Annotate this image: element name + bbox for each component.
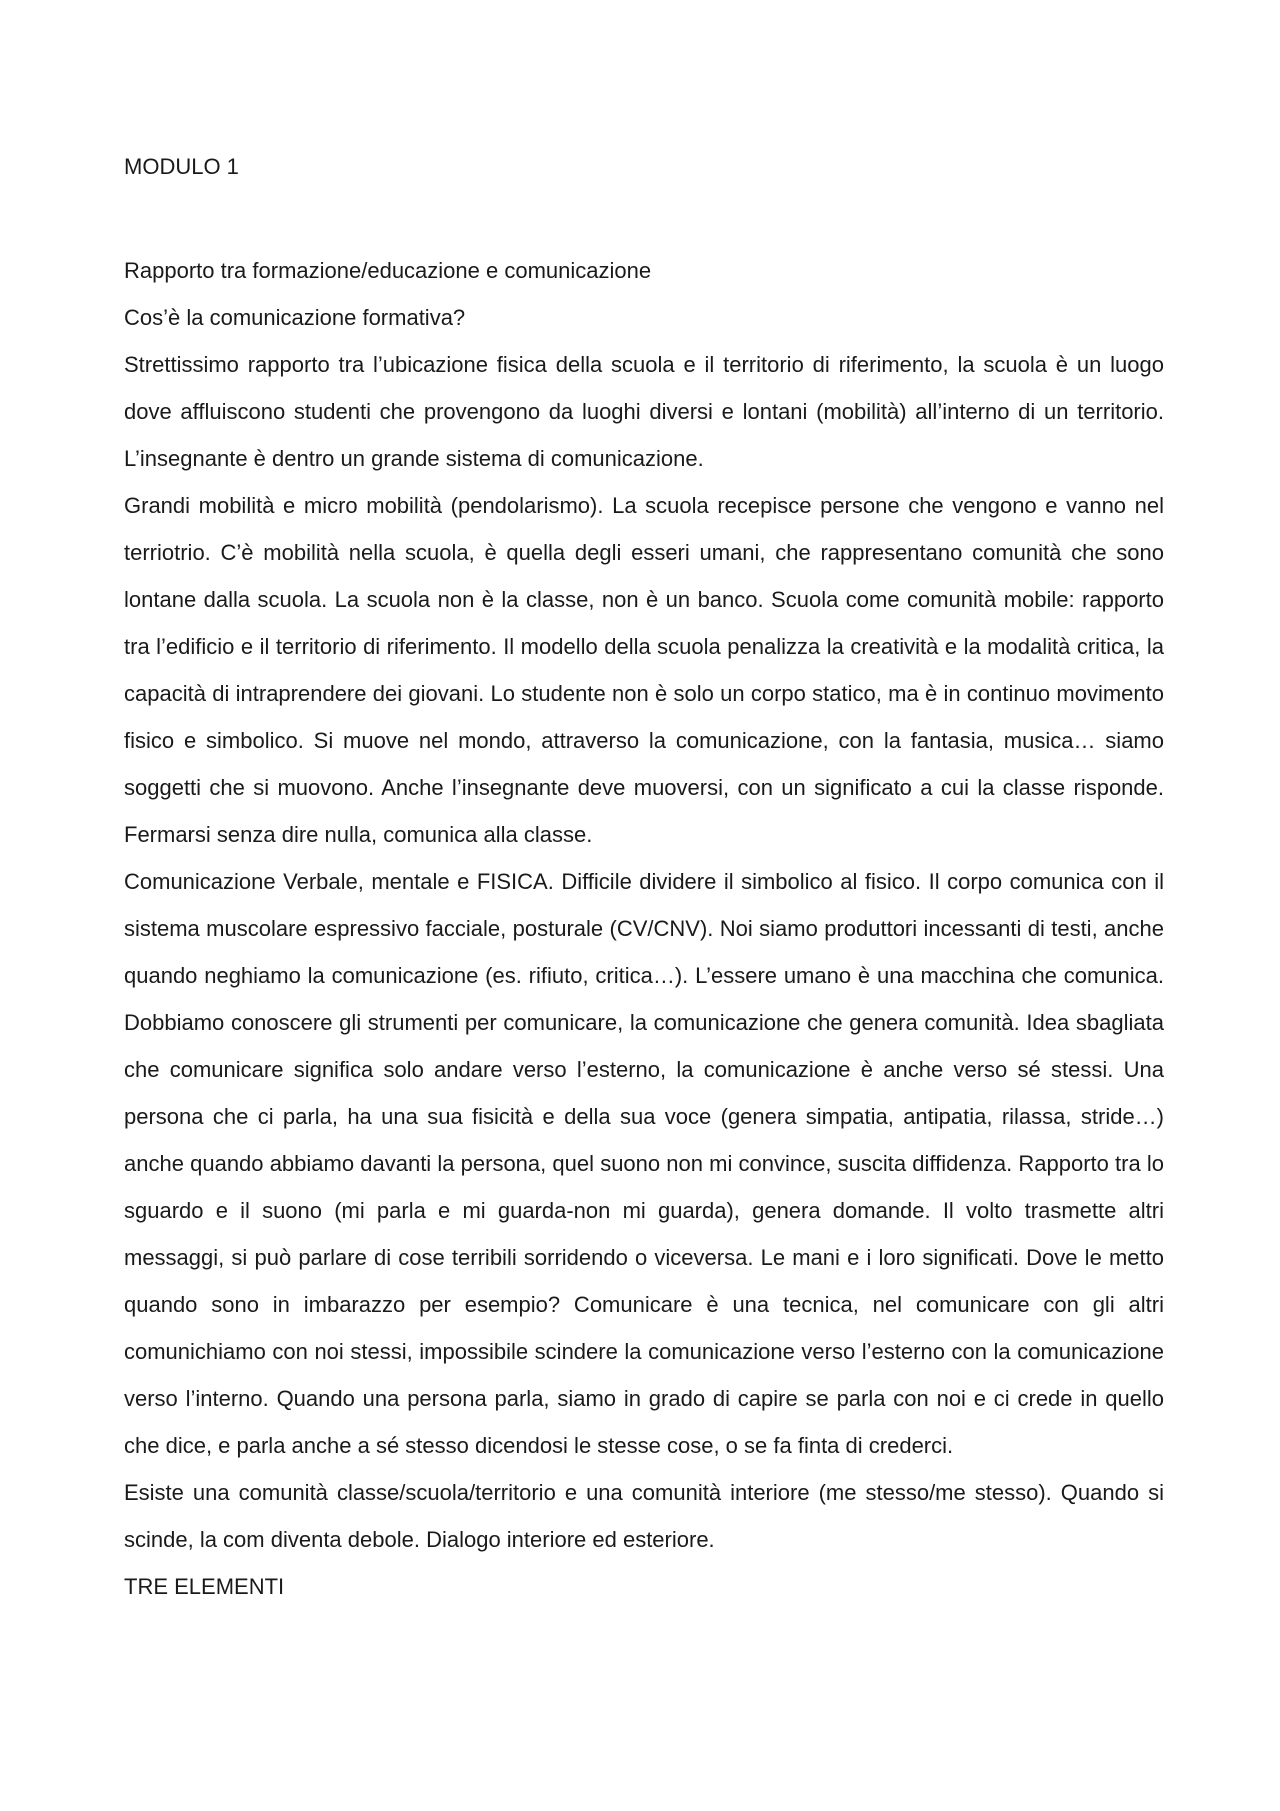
section-subtitle: Rapporto tra formazione/educazione e comunicazione bbox=[124, 258, 652, 283]
closing-heading: TRE ELEMENTI bbox=[124, 1574, 285, 1599]
document-page bbox=[124, 152, 1164, 1610]
section-question: Cos’è la comunicazione formativa? bbox=[124, 305, 466, 330]
paragraph-3: Comunicazione Verbale, mentale e FISICA. Difficile dividere il simbolico al fisico. Il corpo comunica con il sistema muscolare espressivo facciale, posturale (CV/CNV). Noi siamo produttori incessanti di testi, anche quando neghiamo la comunicazione (es. rifiuto, critica…). L’essere umano è una macchina che comunica. Dobbiamo conoscere gli strumenti per comunicare, la comunicazione che genera comunità. Idea sbagliata che comunicare significa solo andare verso l’esterno, la comunicazione è anche verso sé stessi. Una persona che ci parla, ha una sua fisicità e della sua voce (genera simpatia, antipatia, rilassa, stride…) anche quando abbiamo davanti la persona, quel suono non mi convince, suscita diffidenza. Rapporto tra lo sguardo e il suono (mi parla e mi guarda-non mi guarda), genera domande. Il volto trasmette altri messaggi, si può parlare di cose terribili sorridendo o viceversa. Le mani e i loro significati. Dove le metto quando sono in imbarazzo per esempio? Comunicare è una tecnica, nel comunicare con gli altri comunichiamo con noi stessi, impossibile scindere la comunicazione verso l’esterno con la comunicazione verso l’interno. Quando una persona parla, siamo in grado di capire se parla con noi e ci crede in quello che dice, e parla anche a sé stesso dicendosi le stesse cose, o se fa finta di crederci. bbox=[124, 869, 1164, 1458]
module-title: MODULO 1 bbox=[124, 154, 239, 179]
paragraph-1: Strettissimo rapporto tra l’ubicazione fisica della scuola e il territorio di riferimento, la scuola è un luogo dove affluiscono studenti che provengono da luoghi diversi e lontani (mobilità) all’interno di un territorio. L’insegnante è dentro un grande sistema di comunicazione. bbox=[124, 352, 1164, 471]
paragraph-4: Esiste una comunità classe/scuola/territorio e una comunità interiore (me stesso/me stesso). Quando si scinde, la com diventa debole. Dialogo interiore ed esteriore. bbox=[124, 1480, 1164, 1552]
paragraph-2: Grandi mobilità e micro mobilità (pendolarismo). La scuola recepisce persone che vengono e vanno nel terriotrio. C’è mobilità nella scuola, è quella degli esseri umani, che rappresentano comunità che sono lontane dalla scuola. La scuola non è la classe, non è un banco. Scuola come comunità mobile: rapporto tra l’edificio e il territorio di riferimento. Il modello della scuola penalizza la creatività e la modalità critica, la capacità di intraprendere dei giovani. Lo studente non è solo un corpo statico, ma è in continuo movimento fisico e simbolico. Si muove nel mondo, attraverso la comunicazione, con la fantasia, musica… siamo soggetti che si muovono. Anche l’insegnante deve muoversi, con un significato a cui la classe risponde. Fermarsi senza dire nulla, comunica alla classe. bbox=[124, 493, 1164, 847]
title-spacer bbox=[124, 182, 1164, 247]
